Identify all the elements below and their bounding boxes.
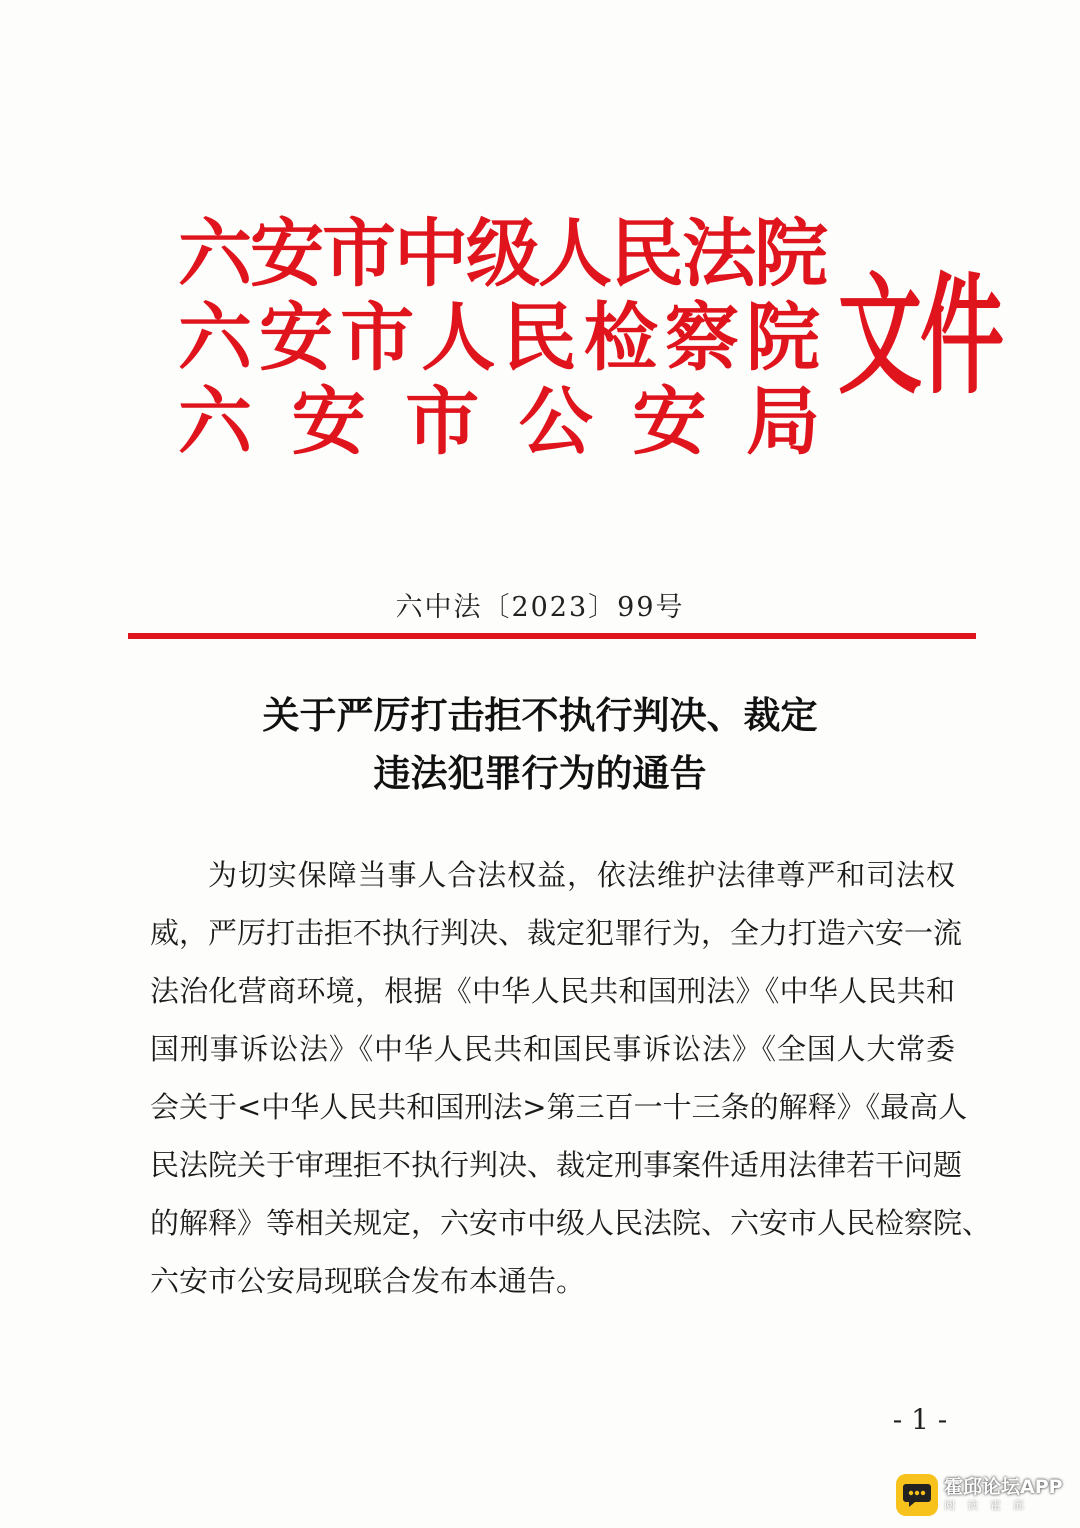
body-line: 法治化营商环境，根据《中华人民共和国刑法》《中华人民共和 [150, 974, 955, 1008]
header-divider [128, 633, 976, 639]
document-number: 六中法〔2023〕99号 [395, 592, 685, 623]
body-line: 民法院关于审理拒不执行判决、裁定刑事案件适用法律若干问题 [150, 1148, 963, 1182]
watermark-slogan: 阅读霍邱 [944, 1499, 1036, 1512]
issuer-court: 六 安 市 中 级 人 民 法 院 [178, 211, 826, 297]
body-line: 的解释》等相关规定，六安市中级人民法院、六安市人民检察院、 [150, 1206, 992, 1240]
watermark-name: 霍邱论坛APP [944, 1476, 1063, 1498]
title-line-2: 违法犯罪行为的通告 [373, 751, 707, 795]
body-line: 威，严厉打击拒不执行判决、裁定犯罪行为，全力打造六安一流 [150, 916, 963, 950]
issuer-names [178, 211, 826, 465]
body-line: 会关于<中华人民共和国刑法>第三百一十三条的解释》《最高人 [150, 1090, 968, 1124]
chat-bubble-icon [896, 1474, 938, 1516]
document-type-label: 文件 [838, 260, 1003, 412]
title-line-1: 关于严厉打击拒不执行判决、裁定 [262, 693, 818, 737]
issuer-police: 六 安 市 公 安 局 [178, 379, 818, 465]
body-line: 国刑事诉讼法》《中华人民共和国民事诉讼法》《全国人大常委 [150, 1032, 955, 1066]
page-number: - 1 - [892, 1403, 948, 1436]
body-line: 为切实保障当事人合法权益，依法维护法律尊严和司法权 [208, 858, 955, 892]
notice-body [150, 846, 992, 1310]
notice-title [0, 686, 1080, 802]
forum-watermark [896, 1470, 1072, 1520]
body-line: 六安市公安局现联合发布本通告。 [150, 1264, 586, 1298]
issuer-procuratorate: 六 安 市 人 民 检 察 院 [178, 295, 818, 381]
